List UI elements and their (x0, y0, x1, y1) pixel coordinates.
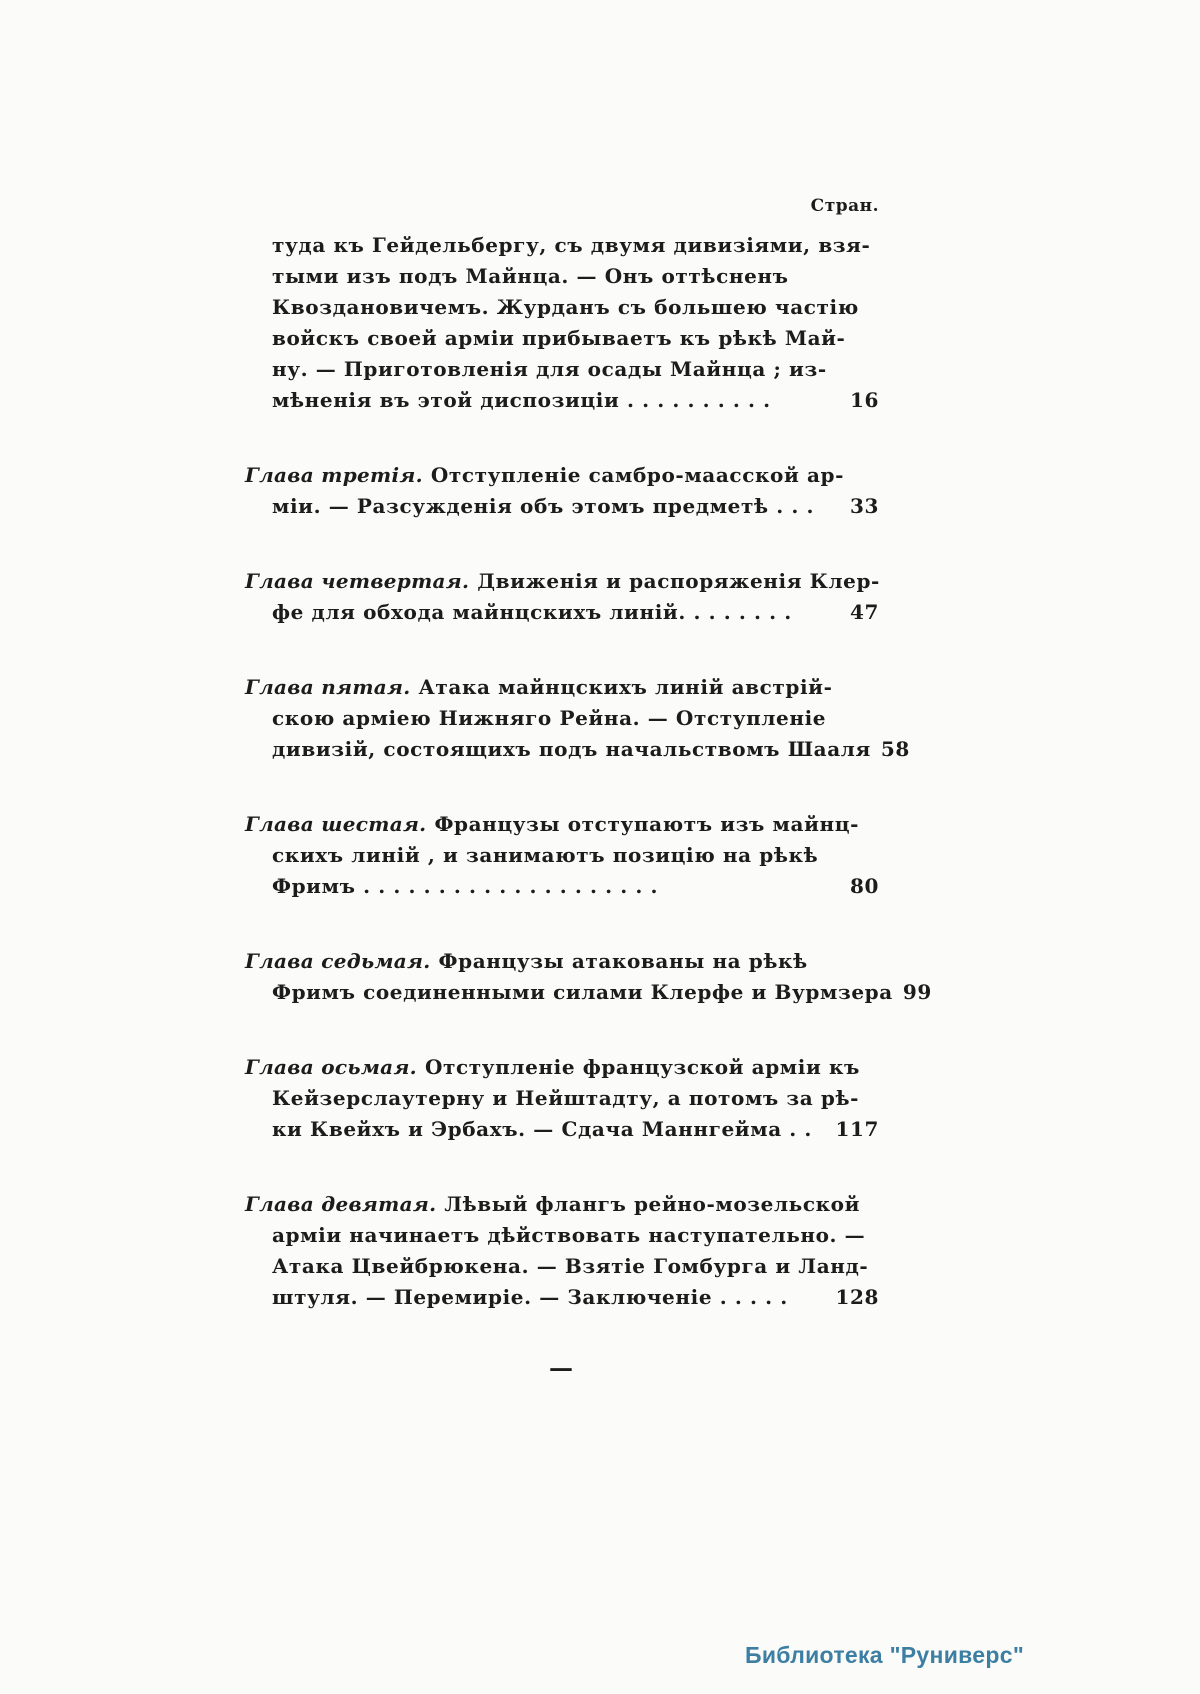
toc-line (245, 672, 879, 703)
toc-line-text: Атака Цвейбрюкена. — Взятіе Гомбурга и Ланд- (272, 1254, 869, 1278)
toc-line (245, 460, 879, 491)
toc-line-text: Фримъ соединенными силами Клерфе и Вурмзера (272, 980, 893, 1004)
toc-line-text: скихъ линій , и занимаютъ позицію на рѣкѣ (272, 843, 819, 867)
toc-line-text: Лѣвый флангъ рейно-мозельской (444, 1192, 861, 1216)
toc-line-text: Отступленіе французской арміи къ (424, 1055, 860, 1079)
toc-line (272, 734, 910, 765)
chapter-label: Глава третія. (245, 463, 423, 487)
toc-line (272, 230, 879, 261)
toc-content (245, 196, 932, 1382)
toc-line-text: міи. — Разсужденія объ этомъ предметѣ . . . (272, 494, 815, 518)
toc-line (272, 1251, 879, 1282)
toc-line (245, 1189, 879, 1220)
chapter-label: Глава четвертая. (245, 569, 470, 593)
toc-line (272, 871, 879, 902)
library-watermark: Библиотека "Руниверс" (745, 1642, 1025, 1668)
page-number: 33 (849, 494, 879, 518)
chapter-label: Глава девятая. (245, 1192, 437, 1216)
toc-line-text: скою арміею Нижняго Рейна. — Отступленіе (272, 706, 827, 730)
toc-line-text: Атака майнцскихъ линій австрій- (418, 675, 833, 699)
chapter-label: Глава осьмая. (245, 1055, 417, 1079)
toc-line-text: ну. — Приготовленія для осады Майнца ; из- (272, 357, 827, 381)
toc-line-text: арміи начинаетъ дѣйствовать наступательно. — (272, 1223, 866, 1247)
toc-line (272, 597, 879, 628)
toc-line-text: Французы атакованы на рѣкѣ (438, 949, 808, 973)
chapter-label: Глава седьмая. (245, 949, 431, 973)
toc-line-text: тыми изъ подъ Майнца. — Онъ оттѣсненъ (272, 264, 789, 288)
toc-line-text: фе для обхода майнцскихъ линій. . . . . . . . (272, 600, 792, 624)
toc-line-text: Фримъ . . . . . . . . . . . . . . . . . . . . (272, 874, 659, 898)
toc-line (272, 977, 932, 1008)
page-number: 80 (849, 874, 879, 898)
toc-line-text: туда къ Гейдельбергу, съ двумя дивизіями, взя- (272, 233, 871, 257)
toc-entry (245, 460, 879, 522)
toc-entry (245, 230, 879, 416)
pages-column-header: Стран. (810, 196, 879, 216)
toc-entry (245, 1189, 879, 1313)
page-number: 58 (880, 737, 910, 761)
toc-entry (245, 946, 932, 1008)
toc-line (272, 703, 879, 734)
toc-line-text: ки Квейхъ и Эрбахъ. — Сдача Маннгейма . . (272, 1117, 812, 1141)
page-number: 47 (849, 600, 879, 624)
toc-line (245, 1052, 879, 1083)
page-number: 16 (849, 388, 879, 412)
toc-line-text: Движенія и распоряженія Клер- (477, 569, 880, 593)
toc-line (272, 1083, 879, 1114)
page-number: 128 (835, 1285, 879, 1309)
toc-entry (245, 809, 879, 902)
chapter-label: Глава пятая. (245, 675, 411, 699)
toc-line (272, 292, 879, 323)
toc-line-text: Кейзерслаутерну и Нейштадту, а потомъ за рѣ- (272, 1086, 860, 1110)
toc-line-text: штуля. — Перемиріе. — Заключеніе . . . . . (272, 1285, 788, 1309)
toc-line (272, 354, 879, 385)
toc-line-text: мѣненія въ этой диспозиціи . . . . . . . . . . (272, 388, 771, 412)
page-number: 117 (835, 1117, 879, 1141)
toc-line (245, 809, 879, 840)
toc-line (245, 946, 879, 977)
toc-line-text: Французы отступаютъ изъ майнц- (434, 812, 860, 836)
toc-line (272, 1220, 879, 1251)
toc-line-text: Отступленіе самбро-маасской ар- (430, 463, 844, 487)
chapter-label: Глава шестая. (245, 812, 427, 836)
toc-entry (245, 672, 910, 765)
toc-entry (245, 566, 879, 628)
toc-entry (245, 1052, 879, 1145)
toc-line (272, 491, 879, 522)
toc-line-text: войскъ своей арміи прибываетъ къ рѣкѣ Май- (272, 326, 846, 350)
toc-line (272, 385, 879, 416)
toc-line (245, 566, 879, 597)
toc-line (272, 323, 879, 354)
toc-line (272, 1114, 879, 1145)
section-divider: — (549, 1353, 575, 1382)
page-number: 99 (902, 980, 932, 1004)
toc-line (272, 1282, 879, 1313)
toc-line (272, 261, 879, 292)
toc-entries (245, 230, 932, 1313)
toc-line-text: Квоздановичемъ. Журданъ съ большею частію (272, 295, 859, 319)
toc-line-text: дивизій, состоящихъ подъ начальствомъ Шааля (272, 737, 871, 761)
toc-line (272, 840, 879, 871)
